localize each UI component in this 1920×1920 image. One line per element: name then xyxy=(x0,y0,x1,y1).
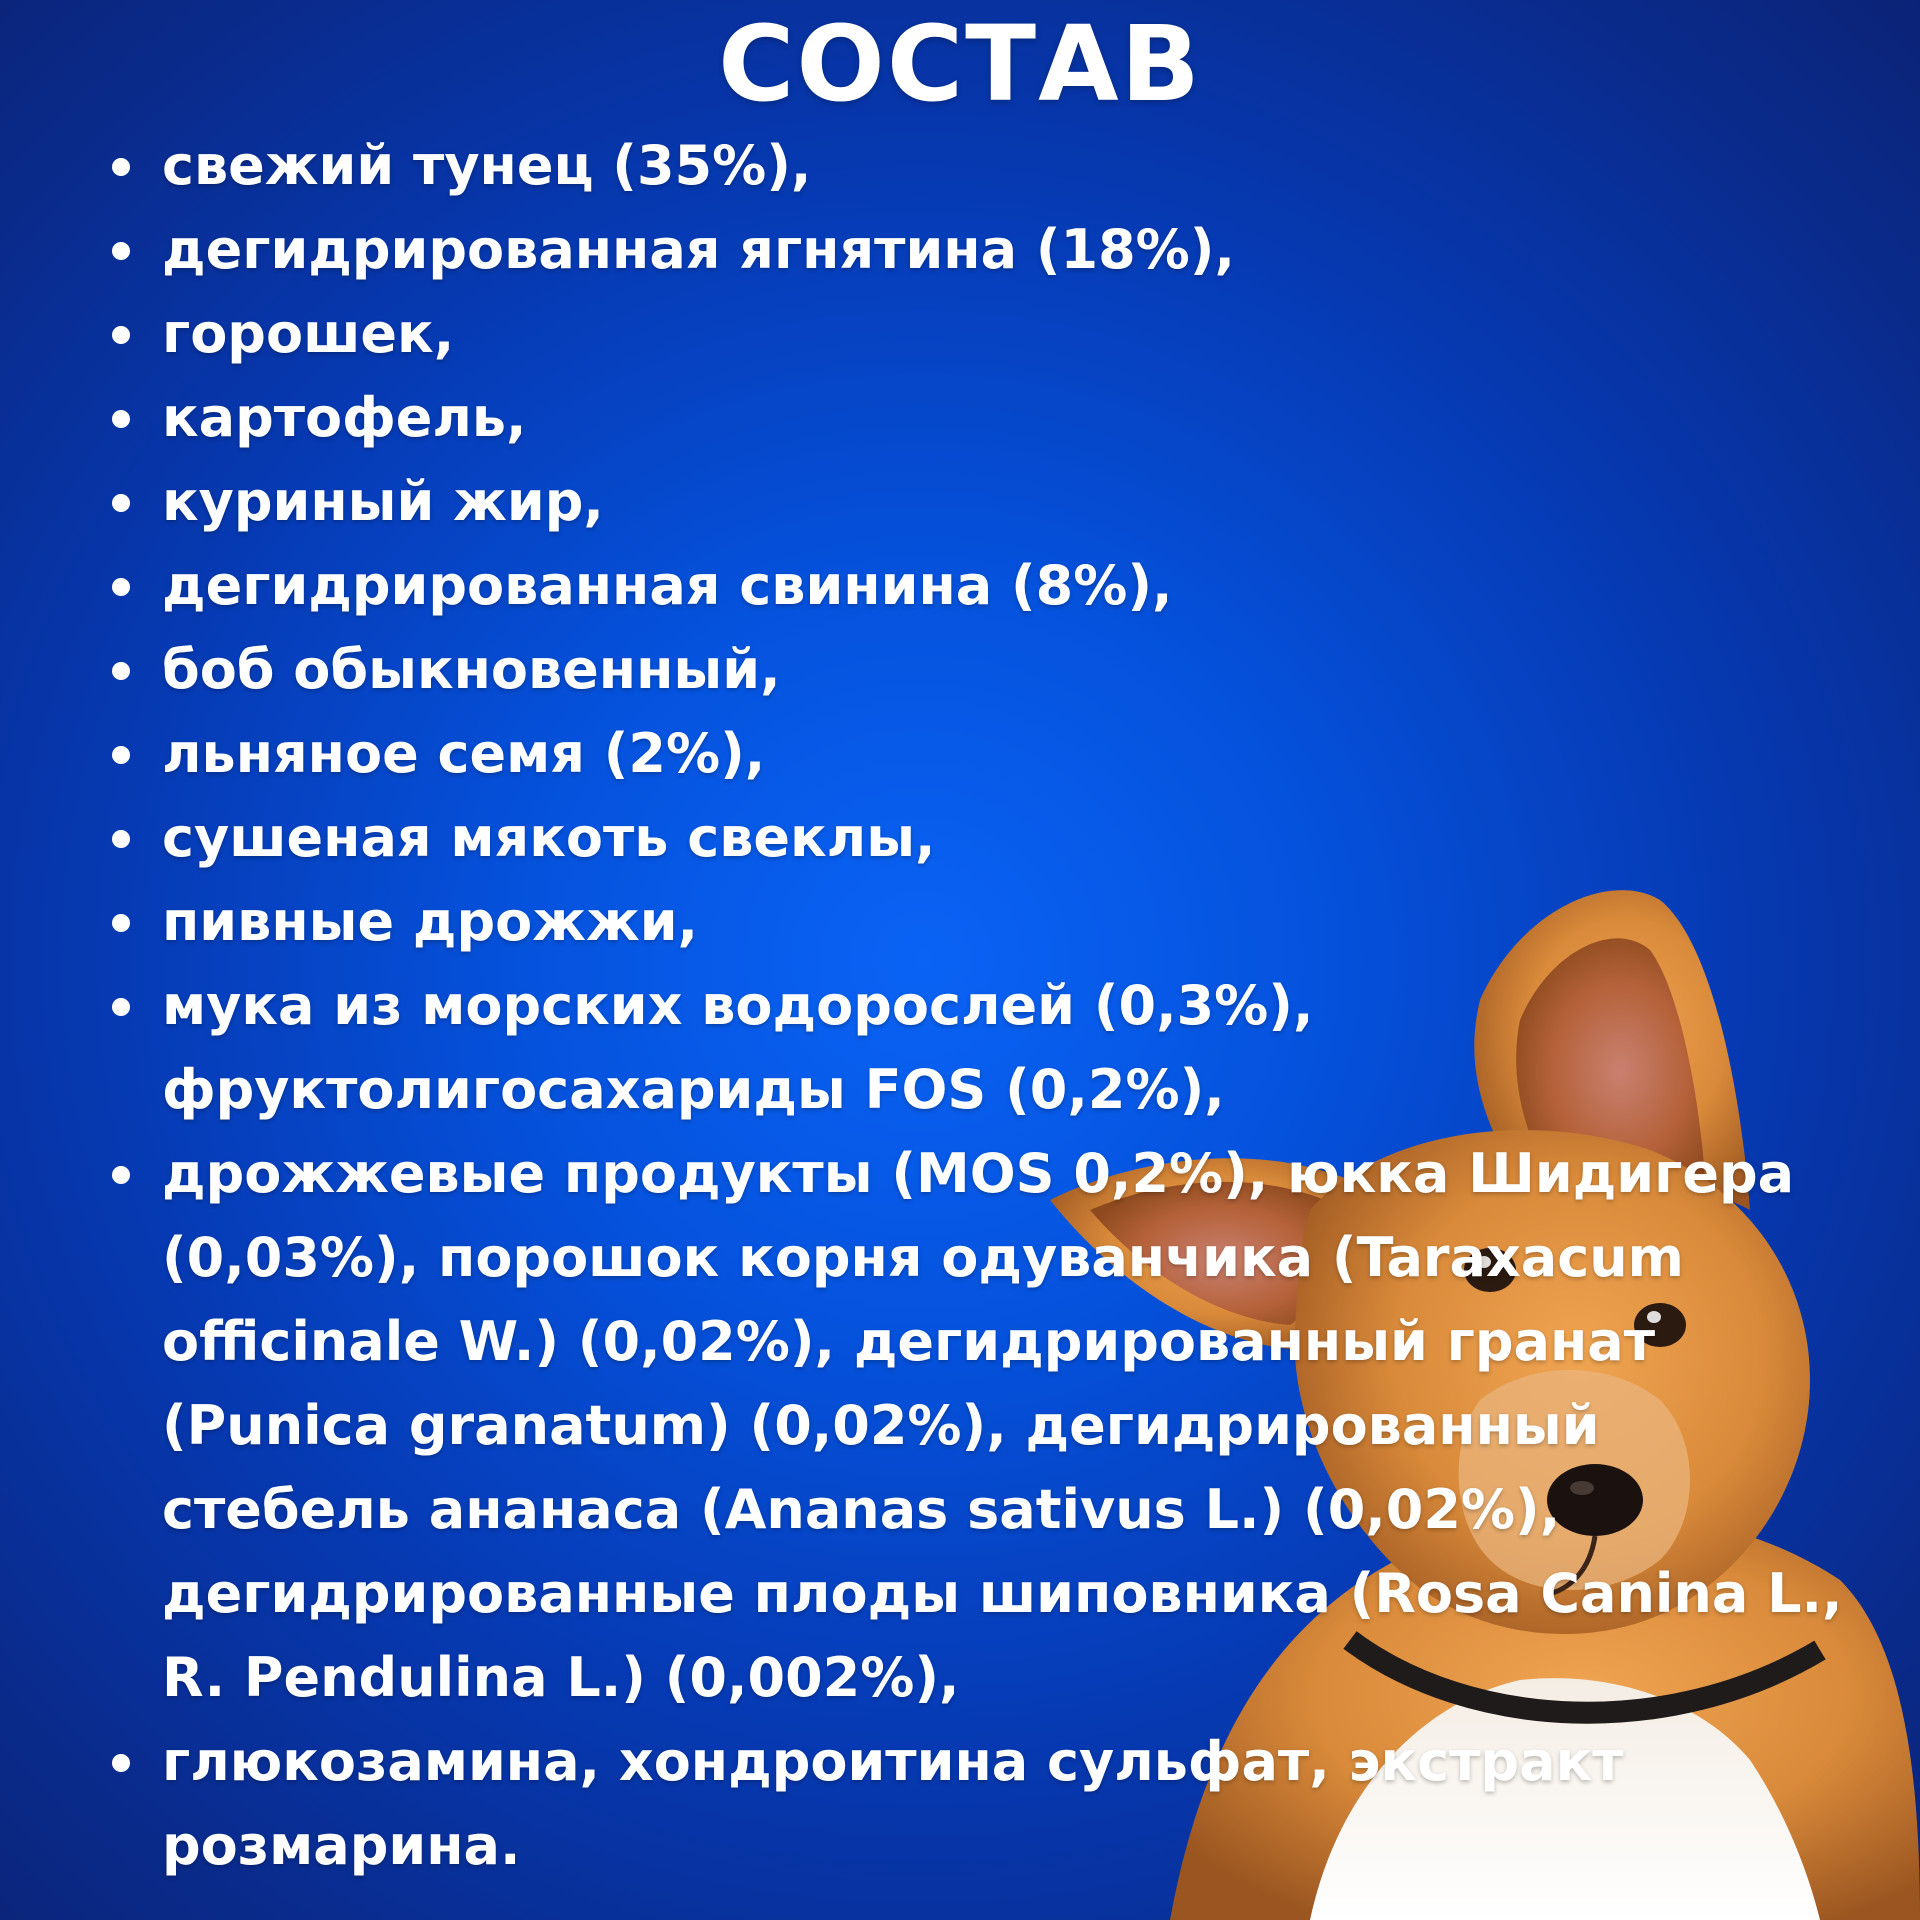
ingredient-item: куриный жир, xyxy=(110,460,1850,544)
ingredient-item: боб обыкновенный, xyxy=(110,628,1850,712)
ingredient-item: мука из морских водорослей (0,3%), xyxy=(110,964,1850,1048)
ingredient-item: льняное семя (2%), xyxy=(110,712,1850,796)
ingredient-item: дегидрированная ягнятина (18%), xyxy=(110,208,1850,292)
ingredient-item: глюкозамина, хондроитина сульфат, экстракт розмарина. xyxy=(110,1720,1850,1888)
ingredient-item: картофель, xyxy=(110,376,1850,460)
ingredient-item: дрожжевые продукты (MOS 0,2%), юкка Шидигера (0,03%), порошок корня одуванчика (Taraxacum officinale W.) (0,02%), дегидрированный гранат (Punica granatum) (0,02%), дегидрированный стебель ананаса (Ananas sativus L.) (0,02%), дегидрированные плоды шиповника (Rosa Canina L., R. Pendulina L.) (0,002%), xyxy=(110,1132,1850,1720)
ingredient-item: сушеная мякоть свеклы, xyxy=(110,796,1850,880)
ingredient-item: свежий тунец (35%), xyxy=(110,124,1850,208)
ingredient-item: пивные дрожжи, xyxy=(110,880,1850,964)
ingredient-item: дегидрированная свинина (8%), xyxy=(110,544,1850,628)
ingredients-list xyxy=(110,124,1850,1888)
ingredient-item-continuation: фруктолигосахариды FOS (0,2%), xyxy=(162,1058,1225,1121)
page-title: СОСТАВ xyxy=(718,3,1202,125)
ingredient-item: горошек, xyxy=(110,292,1850,376)
